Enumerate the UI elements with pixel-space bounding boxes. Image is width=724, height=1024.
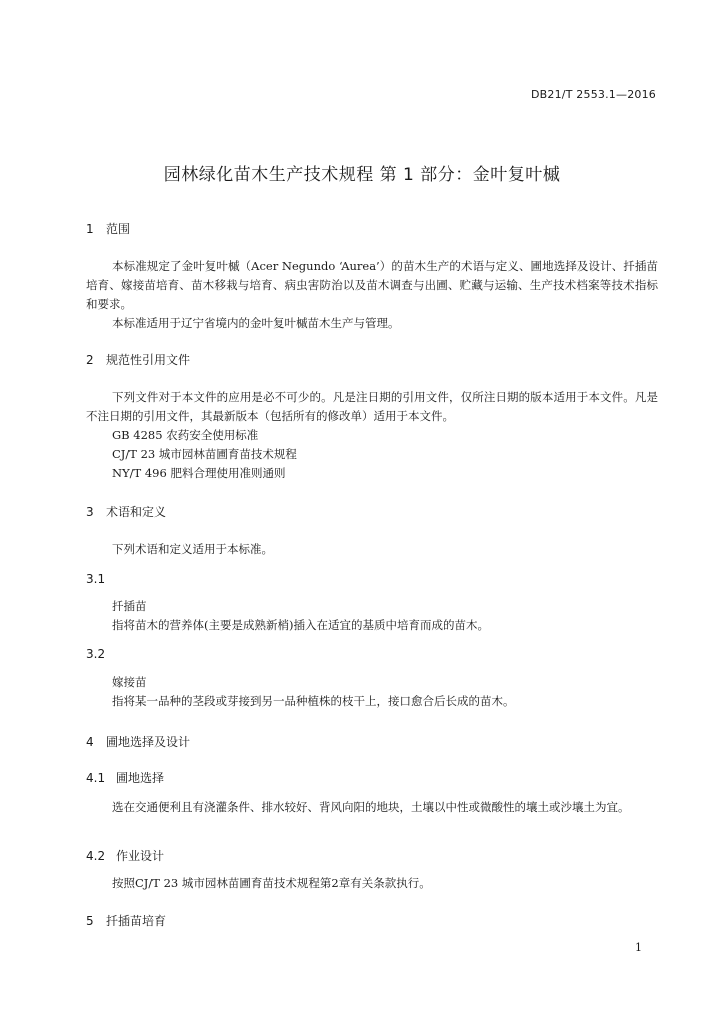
term-3-1-definition: 指将苗木的营养体(主要是成熟新梢)插入在适宜的基质中培育而成的苗木。 xyxy=(112,618,489,632)
term-3-2-name: 嫁接苗 xyxy=(112,675,147,689)
normative-reference: NY/T 496 肥料合理使用准则通则 xyxy=(112,466,286,480)
subsection-number: 4.2 xyxy=(86,849,106,863)
section-4-heading xyxy=(86,733,190,750)
section-title: 圃地选择及设计 xyxy=(106,735,191,749)
section-2-paragraph-1: 下列文件对于本文件的应用是必不可少的。凡是注日期的引用文件，仅所注日期的版本适用于本文件。凡是不注日期的引用文件，其最新版本（包括所有的修改单）适用于本文件。 xyxy=(86,390,658,423)
section-3-heading xyxy=(86,503,166,520)
section-1-paragraph-1: 本标准规定了金叶复叶槭（Acer Negundo ‘Aurea’）的苗木生产的术语与定义、圃地选择及设计、扦插苗培育、嫁接苗培育、苗木移栽与培育、病虫害防治以及苗木调查与出圃、贮藏与运输、生产技术档案等技术指标和要求。 xyxy=(86,259,658,311)
section-1-paragraph-2: 本标准适用于辽宁省境内的金叶复叶槭苗木生产与管理。 xyxy=(112,316,400,330)
section-3-paragraph-1: 下列术语和定义适用于本标准。 xyxy=(112,542,273,556)
term-3-1-number: 3.1 xyxy=(86,572,106,586)
section-number: 5 xyxy=(86,914,94,928)
term-3-2-definition: 指将某一品种的茎段或芽接到另一品种植株的枝干上，接口愈合后长成的苗木。 xyxy=(112,694,515,708)
section-number: 2 xyxy=(86,353,94,367)
subsection-4-2-paragraph: 按照CJ/T 23 城市园林苗圃育苗技术规程第2章有关条款执行。 xyxy=(112,876,431,890)
section-title: 扦插苗培育 xyxy=(106,914,167,928)
document-title: 园林绿化苗木生产技术规程 第 1 部分：金叶复叶槭 xyxy=(163,165,561,185)
subsection-4-2-heading xyxy=(86,847,164,864)
normative-reference: CJ/T 23 城市园林苗圃育苗技术规程 xyxy=(112,447,297,461)
subsection-title: 圃地选择 xyxy=(116,771,165,785)
document-code: DB21/T 2553.1—2016 xyxy=(530,88,656,101)
page-number: 1 xyxy=(635,941,642,954)
section-5-heading xyxy=(86,912,166,929)
subsection-4-1-heading xyxy=(86,769,164,786)
subsection-title: 作业设计 xyxy=(116,849,165,863)
section-title: 术语和定义 xyxy=(106,505,167,519)
term-3-1-name: 扦插苗 xyxy=(112,599,147,613)
section-2-heading xyxy=(86,351,190,368)
normative-reference: GB 4285 农药安全使用标准 xyxy=(112,428,259,442)
subsection-4-1-paragraph: 选在交通便利且有浇灌条件、排水较好、背风向阳的地块，土壤以中性或微酸性的壤土或沙壤土为宜。 xyxy=(112,800,630,814)
section-1-heading xyxy=(86,220,130,237)
section-number: 3 xyxy=(86,505,94,519)
subsection-number: 4.1 xyxy=(86,771,106,785)
term-3-2-number: 3.2 xyxy=(86,647,106,661)
section-title: 规范性引用文件 xyxy=(106,353,191,367)
section-number: 4 xyxy=(86,735,94,749)
section-title: 范围 xyxy=(106,222,131,236)
section-number: 1 xyxy=(86,222,94,236)
